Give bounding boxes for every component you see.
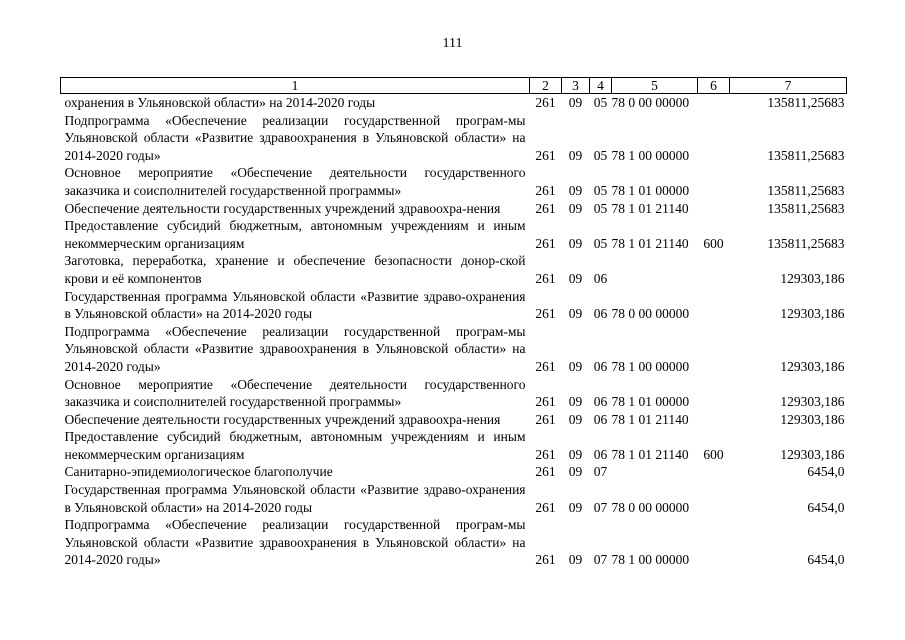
row-target-code: 78 0 00 00000 (611, 95, 690, 110)
row-code-3: 09 (568, 394, 583, 410)
row-target-code: 78 1 00 00000 (611, 552, 690, 568)
row-code-2: 261 (535, 358, 556, 374)
row-target-code: 78 1 01 21140 (611, 411, 689, 427)
row-amount: 135811,25683 (767, 235, 845, 251)
row-code-3: 09 (568, 235, 583, 251)
column-header: 6 (698, 78, 730, 94)
row-amount: 6454,0 (807, 464, 845, 480)
row-code-4: 07 (593, 464, 608, 480)
row-target-code: 78 1 01 21140 (611, 446, 689, 462)
table-row (61, 428, 847, 463)
row-code-2: 261 (535, 200, 556, 216)
column-header: 4 (590, 78, 612, 94)
row-description: Санитарно-эпидемиологическое благополучие (64, 464, 333, 480)
row-code-3: 09 (568, 552, 583, 568)
table-row (61, 288, 847, 323)
budget-table (60, 77, 847, 569)
row-code-3: 09 (568, 95, 583, 110)
row-code-2: 261 (535, 411, 556, 427)
row-description: охранения в Ульяновской области» на 2014-2020 годы (64, 95, 376, 110)
table-row (61, 463, 847, 481)
row-amount: 129303,186 (780, 306, 845, 322)
row-expense-type (698, 252, 730, 287)
row-amount: 129303,186 (780, 411, 845, 427)
table-row (61, 411, 847, 429)
row-target-code: 78 0 00 00000 (611, 306, 690, 322)
table-row (61, 164, 847, 199)
row-target-code (612, 252, 698, 287)
row-amount: 135811,25683 (767, 182, 845, 198)
row-amount: 129303,186 (780, 446, 845, 462)
table-row (61, 481, 847, 516)
column-header: 2 (530, 78, 562, 94)
row-code-3: 09 (568, 147, 583, 163)
row-code-4: 05 (593, 147, 608, 163)
column-header: 3 (562, 78, 590, 94)
row-expense-type (698, 94, 730, 112)
row-description: Основное мероприятие «Обеспечение деятельности государственного заказчика и соисполнителей государственной программы» (64, 376, 526, 410)
row-description: Подпрограмма «Обеспечение реализации государственной програм-мы Ульяновской области «Развитие здравоохранения в Ульяновской области» на 2014-2020 годы» (64, 517, 526, 568)
row-amount: 135811,25683 (767, 147, 845, 163)
row-amount: 6454,0 (807, 499, 845, 515)
row-code-2: 261 (535, 446, 556, 462)
row-description: Основное мероприятие «Обеспечение деятельности государственного заказчика и соисполнителей государственной программы» (64, 165, 526, 198)
row-code-4: 05 (593, 95, 608, 110)
row-code-2: 261 (535, 182, 556, 198)
row-description: Подпрограмма «Обеспечение реализации государственной програм-мы Ульяновской области «Развитие здравоохранения в Ульяновской области» на 2014-2020 годы» (64, 112, 526, 163)
row-code-2: 261 (535, 95, 556, 110)
table-body (61, 94, 847, 570)
row-expense-type (698, 516, 730, 569)
row-code-2: 261 (535, 499, 556, 515)
row-target-code: 78 1 01 21140 (611, 200, 689, 216)
row-amount: 135811,25683 (767, 200, 845, 216)
row-target-code: 78 1 00 00000 (611, 147, 690, 163)
page-number: 111 (442, 36, 463, 51)
column-header: 5 (612, 78, 698, 94)
row-expense-type (698, 411, 730, 429)
row-description: Обеспечение деятельности государственных учреждений здравоохра-нения (64, 200, 501, 216)
row-code-2: 261 (535, 306, 556, 322)
table-row (61, 516, 847, 569)
row-code-4: 06 (593, 358, 608, 374)
row-code-3: 09 (568, 200, 583, 216)
row-code-2: 261 (535, 235, 556, 251)
row-target-code: 78 1 01 00000 (611, 394, 690, 410)
row-code-4: 06 (593, 394, 608, 410)
row-code-3: 09 (568, 464, 583, 480)
row-expense-type (698, 200, 730, 218)
row-expense-type: 600 (703, 446, 724, 462)
table-row (61, 112, 847, 165)
row-description: Подпрограмма «Обеспечение реализации государственной програм-мы Ульяновской области «Развитие здравоохранения в Ульяновской области» на 2014-2020 годы» (64, 323, 526, 374)
row-amount: 129303,186 (780, 270, 845, 286)
table-row (61, 217, 847, 252)
row-expense-type (698, 164, 730, 199)
row-code-4: 07 (593, 552, 608, 568)
row-amount: 129303,186 (780, 394, 845, 410)
row-code-4: 06 (593, 306, 608, 322)
row-expense-type (698, 481, 730, 516)
row-code-3: 09 (568, 411, 583, 427)
row-code-4: 05 (593, 235, 608, 251)
row-description: Государственная программа Ульяновской области «Развитие здраво-охранения в Ульяновской области» на 2014-2020 годы (64, 288, 526, 322)
row-target-code: 78 1 01 21140 (611, 235, 689, 251)
row-expense-type (698, 112, 730, 165)
row-target-code: 78 1 01 00000 (611, 182, 690, 198)
row-code-2: 261 (535, 394, 556, 410)
row-code-2: 261 (535, 552, 556, 568)
row-description: Государственная программа Ульяновской области «Развитие здраво-охранения в Ульяновской области» на 2014-2020 годы (64, 482, 526, 515)
table-row (61, 252, 847, 287)
row-target-code: 78 0 00 00000 (611, 499, 690, 515)
column-header: 7 (730, 78, 847, 94)
row-code-4: 05 (593, 200, 608, 216)
row-code-4: 07 (593, 499, 608, 515)
table-row (61, 200, 847, 218)
row-code-2: 261 (535, 270, 556, 286)
row-amount: 129303,186 (780, 358, 845, 374)
row-description: Обеспечение деятельности государственных учреждений здравоохра-нения (64, 411, 501, 427)
row-code-3: 09 (568, 446, 583, 462)
row-code-3: 09 (568, 270, 583, 286)
table-row (61, 323, 847, 376)
row-target-code: 78 1 00 00000 (611, 358, 690, 374)
row-code-3: 09 (568, 182, 583, 198)
row-expense-type (698, 463, 730, 481)
row-expense-type (698, 323, 730, 376)
row-code-3: 09 (568, 306, 583, 322)
row-expense-type (698, 288, 730, 323)
row-code-3: 09 (568, 358, 583, 374)
header-row (61, 78, 847, 94)
row-code-3: 09 (568, 499, 583, 515)
row-expense-type (698, 376, 730, 411)
row-target-code (612, 463, 698, 481)
row-code-2: 261 (535, 147, 556, 163)
row-description: Предоставление субсидий бюджетным, автономным учреждениям и иным некоммерческим организациям (64, 429, 526, 462)
row-code-4: 05 (593, 182, 608, 198)
row-description: Заготовка, переработка, хранение и обеспечение безопасности донор-ской крови и её компонентов (64, 253, 526, 286)
row-code-4: 06 (593, 270, 608, 286)
row-code-2: 261 (535, 464, 556, 480)
row-expense-type: 600 (703, 235, 724, 251)
row-description: Предоставление субсидий бюджетным, автономным учреждениям и иным некоммерческим организациям (64, 218, 526, 251)
row-amount: 135811,25683 (767, 95, 845, 110)
row-code-4: 06 (593, 411, 608, 427)
column-header: 1 (61, 78, 530, 94)
table-row (61, 94, 847, 112)
table-row (61, 376, 847, 411)
row-amount: 6454,0 (807, 552, 845, 568)
row-code-4: 06 (593, 446, 608, 462)
